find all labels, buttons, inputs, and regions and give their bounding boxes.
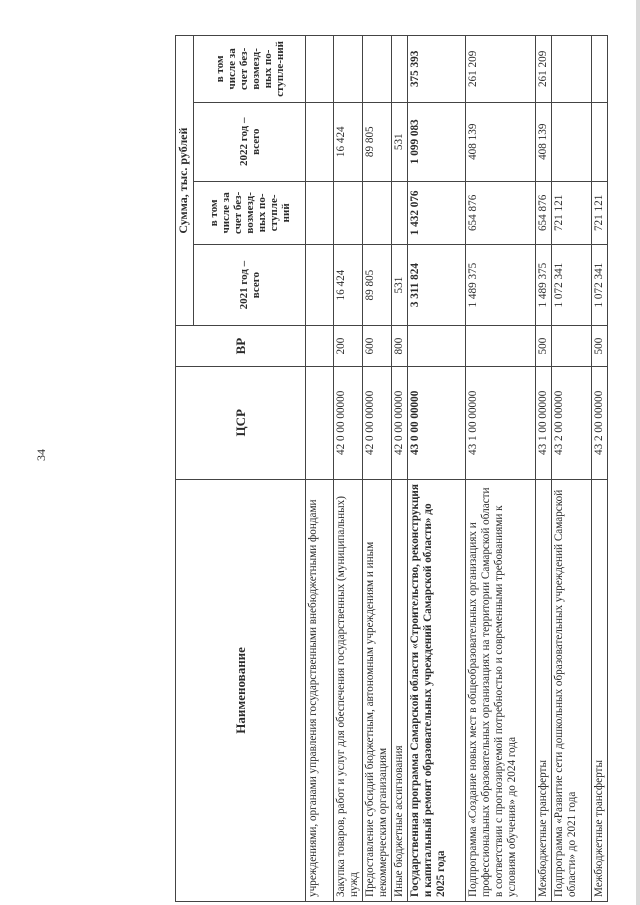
budget-table bbox=[175, 35, 608, 902]
row-2022-total: 408 139 bbox=[466, 102, 536, 181]
row-2022-gratuitous bbox=[334, 36, 363, 103]
table-row bbox=[306, 36, 334, 902]
row-2022-total: 16 424 bbox=[334, 102, 363, 181]
row-csr: 42 0 00 00000 bbox=[363, 366, 392, 479]
row-2021-total: 1 072 341 bbox=[592, 244, 608, 325]
page-edge bbox=[636, 0, 640, 905]
row-name: Иные бюджетные ассигнования bbox=[392, 479, 408, 901]
row-2022-total bbox=[592, 102, 608, 181]
row-csr bbox=[306, 366, 334, 479]
row-csr: 43 1 00 00000 bbox=[536, 366, 552, 479]
row-2022-total: 531 bbox=[392, 102, 408, 181]
row-name: Подпрограмма «Создание новых мест в общеобразовательных организациях и профессиональных образовательных организациях на территории Самарской области в соответствии с прогнозируемой потребностью и современными требованиями к условиям обучения» до 2024 года bbox=[466, 479, 536, 901]
row-name: Закупка товаров, работ и услуг для обеспечения государственных (муниципальных) нужд bbox=[334, 479, 363, 901]
table-row bbox=[592, 36, 608, 902]
row-2021-total: 531 bbox=[392, 244, 408, 325]
row-2021-gratuitous bbox=[363, 181, 392, 244]
row-2022-gratuitous: 375 393 bbox=[408, 36, 466, 103]
header-csr: ЦСР bbox=[176, 366, 306, 479]
row-name: Государственная программа Самарской области «Строительство, реконструкция и капитальный ремонт образовательных учреждений Самарской области» до 2025 года bbox=[408, 479, 466, 901]
table-row bbox=[334, 36, 363, 902]
row-csr: 43 2 00 00000 bbox=[592, 366, 608, 479]
header-sum-group: Сумма, тыс. рублей bbox=[176, 36, 194, 326]
row-2022-total bbox=[552, 102, 592, 181]
row-vr: 500 bbox=[536, 326, 552, 367]
header-2022-total: 2022 год – всего bbox=[194, 102, 306, 181]
row-2022-gratuitous bbox=[592, 36, 608, 103]
row-name: Межбюджетные трансферты bbox=[592, 479, 608, 901]
rotated-table-wrapper bbox=[175, 35, 627, 902]
row-2021-gratuitous: 721 121 bbox=[592, 181, 608, 244]
row-vr bbox=[408, 326, 466, 367]
row-2022-total: 89 805 bbox=[363, 102, 392, 181]
row-2022-gratuitous bbox=[306, 36, 334, 103]
table-body bbox=[306, 36, 608, 902]
row-2021-gratuitous: 721 121 bbox=[552, 181, 592, 244]
row-csr: 43 1 00 00000 bbox=[466, 366, 536, 479]
row-2021-total: 1 489 375 bbox=[536, 244, 552, 325]
row-vr bbox=[306, 326, 334, 367]
row-2022-total: 408 139 bbox=[536, 102, 552, 181]
row-name: Предоставление субсидий бюджетным, автономным учреждениям и иным некоммерческим организациям bbox=[363, 479, 392, 901]
table-row bbox=[363, 36, 392, 902]
row-name: Межбюджетные трансферты bbox=[536, 479, 552, 901]
row-name: учреждениями, органами управления государственными внебюджетными фондами bbox=[306, 479, 334, 901]
row-2022-gratuitous bbox=[363, 36, 392, 103]
row-2021-total: 1 489 375 bbox=[466, 244, 536, 325]
row-2021-total bbox=[306, 244, 334, 325]
row-2021-gratuitous bbox=[334, 181, 363, 244]
row-csr: 42 0 00 00000 bbox=[334, 366, 363, 479]
row-2021-total: 3 311 824 bbox=[408, 244, 466, 325]
row-2022-gratuitous bbox=[392, 36, 408, 103]
row-name: Подпрограмма «Развитие сети дошкольных образовательных учреждений Самарской области» до 2021 года bbox=[552, 479, 592, 901]
row-csr: 43 0 00 00000 bbox=[408, 366, 466, 479]
row-vr: 500 bbox=[592, 326, 608, 367]
page-number: 34 bbox=[34, 449, 48, 461]
row-2021-total: 89 805 bbox=[363, 244, 392, 325]
table-row bbox=[466, 36, 536, 902]
row-2022-total: 1 099 083 bbox=[408, 102, 466, 181]
row-2021-gratuitous: 654 876 bbox=[536, 181, 552, 244]
header-vr: ВР bbox=[176, 326, 306, 367]
row-2022-gratuitous: 261 209 bbox=[466, 36, 536, 103]
row-vr: 800 bbox=[392, 326, 408, 367]
row-csr: 42 0 00 00000 bbox=[392, 366, 408, 479]
row-vr bbox=[552, 326, 592, 367]
table-row bbox=[536, 36, 552, 902]
row-2022-total bbox=[306, 102, 334, 181]
header-2022-gratuitous: в том числе за счет без-возмезд-ных по-ступле-ний bbox=[194, 36, 306, 103]
row-2021-gratuitous bbox=[392, 181, 408, 244]
table-row bbox=[552, 36, 592, 902]
row-csr: 43 2 00 00000 bbox=[552, 366, 592, 479]
row-2021-gratuitous bbox=[306, 181, 334, 244]
header-2021-gratuitous: в том числе за счет без-возмезд-ных по-ступле-ний bbox=[194, 181, 306, 244]
row-2021-gratuitous: 1 432 076 bbox=[408, 181, 466, 244]
row-vr: 600 bbox=[363, 326, 392, 367]
row-2021-total: 16 424 bbox=[334, 244, 363, 325]
row-vr: 200 bbox=[334, 326, 363, 367]
row-2021-gratuitous: 654 876 bbox=[466, 181, 536, 244]
table-row bbox=[408, 36, 466, 902]
table-row bbox=[392, 36, 408, 902]
row-2021-total: 1 072 341 bbox=[552, 244, 592, 325]
row-2022-gratuitous bbox=[552, 36, 592, 103]
header-name: Наименование bbox=[176, 479, 306, 901]
row-2022-gratuitous: 261 209 bbox=[536, 36, 552, 103]
row-vr bbox=[466, 326, 536, 367]
header-2021-total: 2021 год – всего bbox=[194, 244, 306, 325]
